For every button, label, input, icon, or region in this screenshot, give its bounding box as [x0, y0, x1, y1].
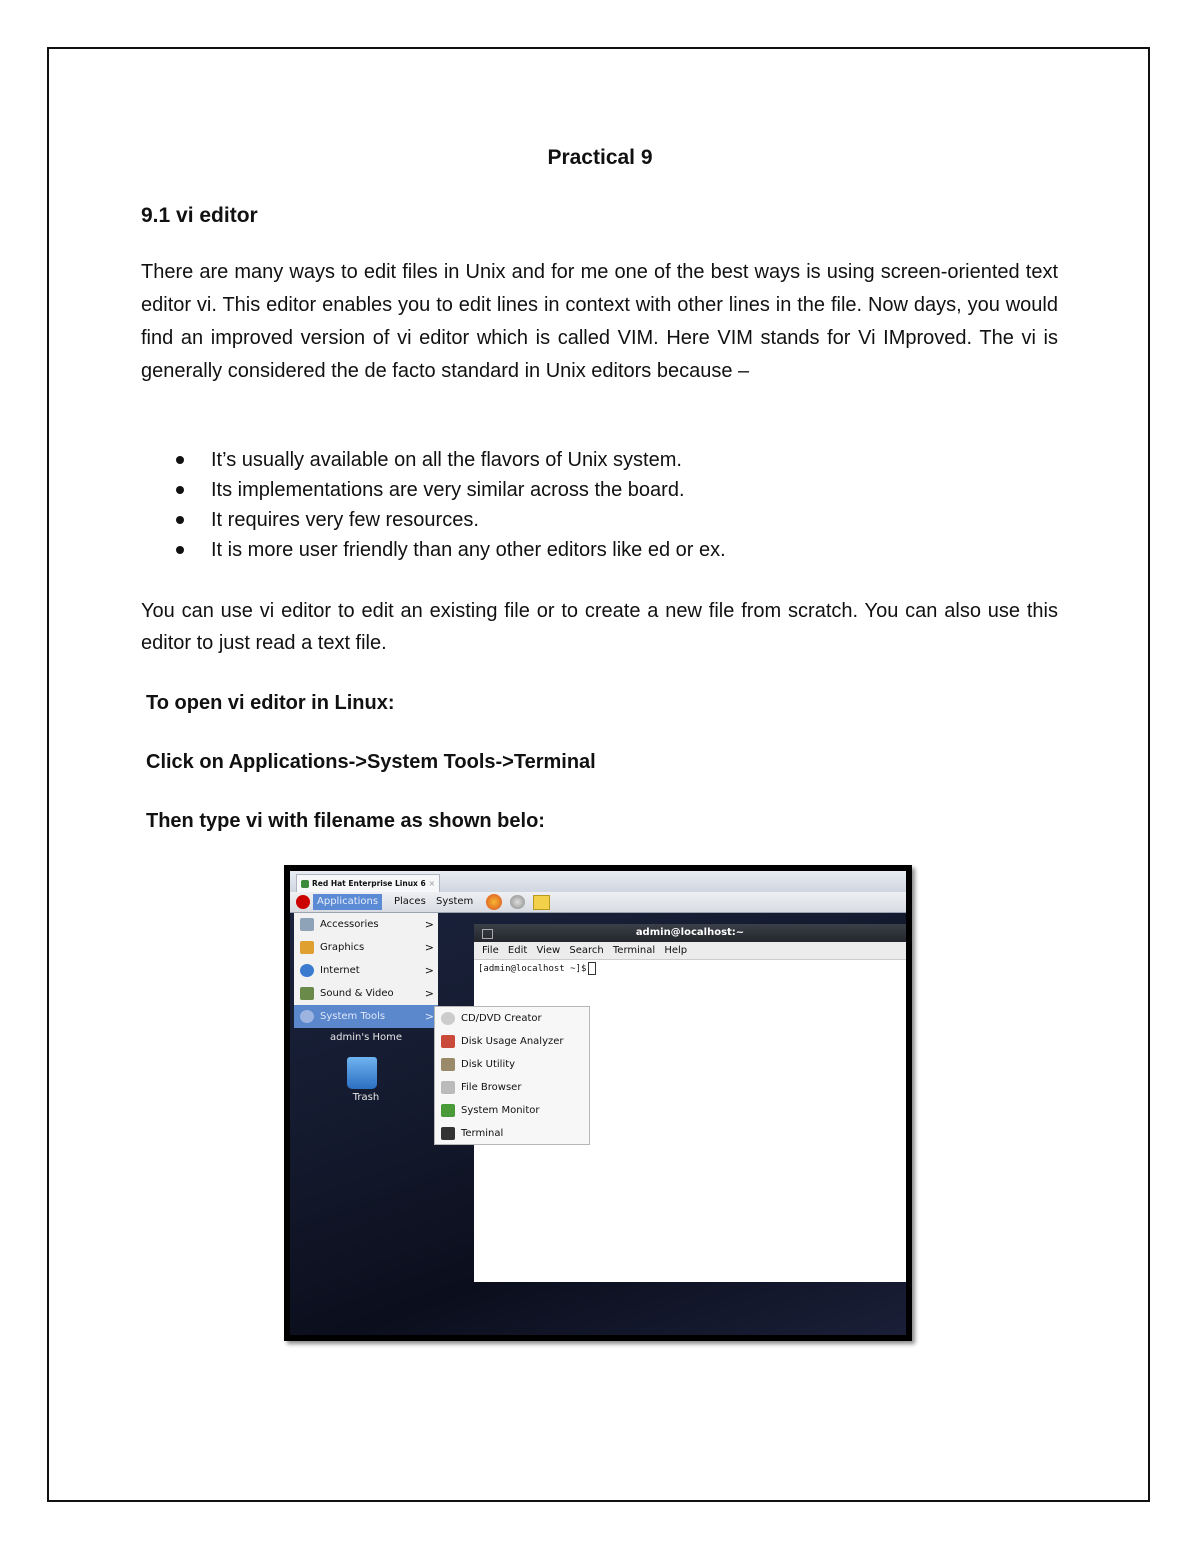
trash-label[interactable]: Trash [352, 1092, 380, 1103]
internet-icon [300, 964, 314, 977]
system-menu[interactable]: System [436, 896, 474, 907]
list-item: It is more user friendly than any other editors like ed or ex. [141, 535, 726, 565]
terminal-prompt[interactable]: [admin@localhost ~]$ [474, 960, 906, 977]
type-vi-instruction: Then type vi with filename as shown belo: [146, 810, 545, 832]
mail-icon[interactable] [510, 895, 525, 909]
accessories-icon [300, 918, 314, 931]
terminal-menubar[interactable]: File Edit View Search Terminal Help [474, 942, 906, 960]
menu-item-graphics[interactable]: Graphics > [294, 936, 438, 959]
system-tools-icon [300, 1010, 314, 1023]
trash-icon[interactable] [347, 1057, 377, 1089]
usage-paragraph: You can use vi editor to edit an existing file or to create a new file from scratch. You can also use this editor to just read a text file. [141, 600, 1058, 654]
places-menu[interactable]: Places [394, 896, 426, 907]
click-path-instruction: Click on Applications->System Tools->Terminal [146, 751, 596, 773]
chevron-right-icon: > [424, 941, 434, 954]
submenu-item-terminal[interactable]: Terminal [435, 1122, 589, 1145]
browser-tab-bar [290, 871, 906, 893]
notes-icon[interactable] [533, 895, 550, 910]
system-monitor-icon [441, 1104, 455, 1117]
system-tools-submenu [434, 1006, 590, 1145]
chevron-right-icon: > [424, 987, 434, 1000]
submenu-item-system-monitor[interactable]: System Monitor [435, 1099, 589, 1122]
graphics-icon [300, 941, 314, 954]
list-item: It requires very few resources. [141, 505, 726, 535]
disc-icon [441, 1012, 455, 1025]
cursor [588, 962, 596, 975]
vm-icon [301, 880, 309, 888]
disk-utility-icon [441, 1058, 455, 1071]
applications-dropdown [294, 913, 438, 1028]
section-heading: 9.1 vi editor [141, 204, 258, 227]
submenu-item-disk-usage-analyzer[interactable]: Disk Usage Analyzer [435, 1030, 589, 1053]
terminal-icon [482, 929, 493, 939]
close-icon[interactable]: × [428, 879, 436, 888]
bullet-icon [176, 456, 184, 464]
chevron-right-icon: > [424, 1010, 434, 1023]
file-browser-icon [441, 1081, 455, 1094]
redhat-logo-icon [296, 895, 310, 909]
menu-item-accessories[interactable]: Accessories > [294, 913, 438, 936]
bullet-icon [176, 486, 184, 494]
terminal-app-icon [441, 1127, 455, 1140]
sound-video-icon [300, 987, 314, 1000]
page-title: Practical 9 [547, 146, 653, 169]
bullet-icon [176, 516, 184, 524]
bullet-icon [176, 546, 184, 554]
chevron-right-icon: > [424, 918, 434, 931]
submenu-item-cd-dvd-creator[interactable]: CD/DVD Creator [435, 1007, 589, 1030]
terminal-titlebar[interactable]: admin@localhost:~ [474, 924, 906, 942]
list-item: Its implementations are very similar across the board. [141, 475, 726, 505]
menu-item-internet[interactable]: Internet > [294, 959, 438, 982]
bullet-list [141, 445, 726, 565]
submenu-item-disk-utility[interactable]: Disk Utility [435, 1053, 589, 1076]
submenu-item-file-browser[interactable]: File Browser [435, 1076, 589, 1099]
menu-item-sound-video[interactable]: Sound & Video > [294, 982, 438, 1005]
chevron-right-icon: > [424, 964, 434, 977]
home-folder-label[interactable]: admin's Home [329, 1032, 402, 1043]
intro-paragraph: There are many ways to edit files in Unix and for me one of the best ways is using screen-oriented text editor vi. This editor enables you to edit lines in context with other lines in the file. Now days, you would find an improved version of vi editor which is called VIM. Here VIM stands for Vi IMproved. The vi is generally considered the de facto standard in Unix editors because – [141, 261, 1058, 382]
linux-desktop-screenshot [284, 865, 912, 1341]
disk-usage-icon [441, 1035, 455, 1048]
top-panel [290, 892, 906, 913]
firefox-icon[interactable] [486, 894, 502, 910]
vm-tab[interactable]: Red Hat Enterprise Linux 6 × [296, 874, 440, 893]
applications-menu[interactable]: Applications [313, 894, 382, 910]
menu-item-system-tools[interactable]: System Tools > [294, 1005, 438, 1028]
list-item: It’s usually available on all the flavors of Unix system. [141, 445, 726, 475]
open-vi-heading: To open vi editor in Linux: [146, 692, 395, 714]
